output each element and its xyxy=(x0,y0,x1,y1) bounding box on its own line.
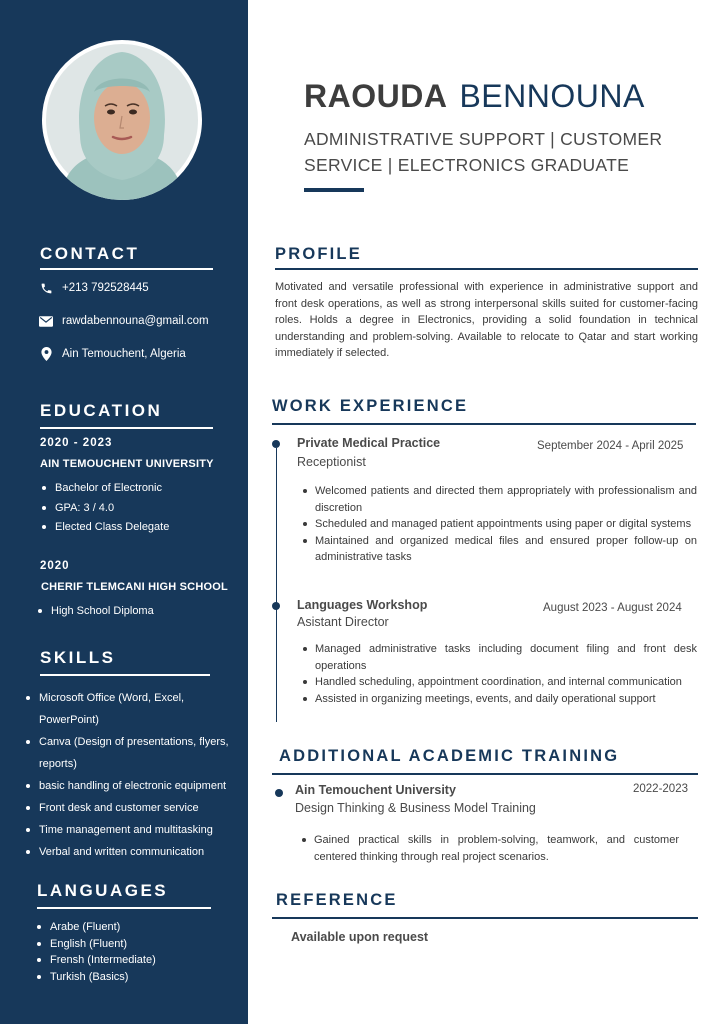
sidebar xyxy=(0,0,248,1024)
training-divider xyxy=(272,773,698,775)
reference-divider xyxy=(272,917,698,919)
list-item: Assisted in organizing meetings, events, and daily operational support xyxy=(300,691,697,708)
training-dates: 2022-2023 xyxy=(633,783,688,795)
job-bullets xyxy=(300,641,697,707)
timeline-dot xyxy=(272,602,280,610)
list-item: Managed administrative tasks including document filing and front desk operations xyxy=(300,641,697,674)
education-dates: 2020 xyxy=(40,560,70,572)
education-details xyxy=(40,480,169,539)
first-name: RAOUDA xyxy=(304,78,448,114)
languages-divider xyxy=(37,907,211,909)
training-heading: ADDITIONAL ACADEMIC TRAINING xyxy=(279,747,620,765)
list-item: Verbal and written communication xyxy=(24,841,246,863)
list-item: GPA: 3 / 4.0 xyxy=(40,500,169,520)
list-item: Handled scheduling, appointment coordination, and internal communication xyxy=(300,674,697,691)
skills-divider xyxy=(40,674,210,676)
location-text: Ain Temouchent, Algeria xyxy=(62,348,186,360)
profile-heading: PROFILE xyxy=(275,245,362,263)
work-divider xyxy=(272,423,696,425)
job-role: Asistant Director xyxy=(297,615,389,629)
email-text[interactable]: rawdabennouna@gmail.com xyxy=(62,315,209,327)
skills-heading: SKILLS xyxy=(40,648,116,667)
work-heading: WORK EXPERIENCE xyxy=(272,397,469,415)
education-heading: EDUCATION xyxy=(40,401,163,420)
contact-heading: CONTACT xyxy=(40,244,140,263)
contact-email xyxy=(38,314,209,328)
contact-divider xyxy=(40,268,213,270)
training-subtitle: Design Thinking & Business Model Training xyxy=(295,801,536,815)
title-accent-bar xyxy=(304,188,364,192)
list-item: Maintained and organized medical files and ensured proper follow-up on administrative tasks xyxy=(300,533,697,566)
timeline-dot xyxy=(272,440,280,448)
list-item: Gained practical skills in problem-solving, teamwork, and customer centered thinking through real project scenarios. xyxy=(299,832,679,865)
profile-divider xyxy=(275,268,698,270)
job-dates: September 2024 - April 2025 xyxy=(537,440,684,452)
reference-text: Available upon request xyxy=(291,930,429,944)
list-item: Scheduled and managed patient appointments using paper or digital systems xyxy=(300,516,697,533)
job-dates: August 2023 - August 2024 xyxy=(543,602,682,614)
languages-list xyxy=(35,919,156,985)
phone-icon xyxy=(38,281,54,295)
skills-list xyxy=(24,687,246,863)
reference-heading: REFERENCE xyxy=(276,891,398,909)
list-item: Welcomed patients and directed them appropriately with professionalism and discretion xyxy=(300,483,697,516)
list-item: Arabe (Fluent) xyxy=(35,919,156,936)
job-bullets xyxy=(300,483,697,566)
timeline-line xyxy=(276,448,277,722)
list-item: Turkish (Basics) xyxy=(35,969,156,986)
envelope-icon xyxy=(38,314,54,328)
list-item: Canva (Design of presentations, flyers, reports) xyxy=(24,731,246,775)
portrait-image xyxy=(42,40,202,200)
list-item: Bachelor of Electronic xyxy=(40,480,169,500)
profile-photo xyxy=(42,40,202,200)
list-item: Microsoft Office (Word, Excel, PowerPoint) xyxy=(24,687,246,731)
languages-heading: LANGUAGES xyxy=(37,881,169,900)
list-item: Frensh (Intermediate) xyxy=(35,952,156,969)
list-item: High School Diploma xyxy=(36,603,154,623)
location-pin-icon xyxy=(38,347,54,361)
education-school: AIN TEMOUCHENT UNIVERSITY xyxy=(40,458,214,470)
list-item: Elected Class Delegate xyxy=(40,519,169,539)
contact-location xyxy=(38,347,186,361)
list-item: Front desk and customer service xyxy=(24,797,246,819)
job-role: Receptionist xyxy=(297,455,366,469)
candidate-name xyxy=(304,78,645,115)
list-item: Time management and multitasking xyxy=(24,819,246,841)
training-bullets xyxy=(299,832,679,865)
job-subtitle: ADMINISTRATIVE SUPPORT | CUSTOMER SERVICE | ELECTRONICS GRADUATE xyxy=(304,129,663,175)
phone-text[interactable]: +213 792528445 xyxy=(62,282,149,294)
timeline-dot xyxy=(275,789,283,797)
list-item: basic handling of electronic equipment xyxy=(24,775,246,797)
education-school: CHERIF TLEMCANI HIGH SCHOOL xyxy=(41,581,228,593)
contact-phone xyxy=(38,281,149,295)
job-title: Private Medical Practice xyxy=(297,436,441,450)
last-name: BENNOUNA xyxy=(459,78,645,114)
list-item: English (Fluent) xyxy=(35,936,156,953)
education-dates: 2020 - 2023 xyxy=(40,437,113,449)
education-divider xyxy=(40,427,213,429)
job-title: Languages Workshop xyxy=(297,598,428,612)
education-details xyxy=(36,603,154,623)
profile-text: Motivated and versatile professional with experience in administrative support and front desk operations, as well as strong interpersonal skills suited for customer-facing roles. Holds a degree in Electronics, providing a solid foundation in technical understanding and problem-solving. Available to relocate to Qatar and start working immediately if selected. xyxy=(275,281,698,359)
training-title: Ain Temouchent University xyxy=(295,783,456,797)
